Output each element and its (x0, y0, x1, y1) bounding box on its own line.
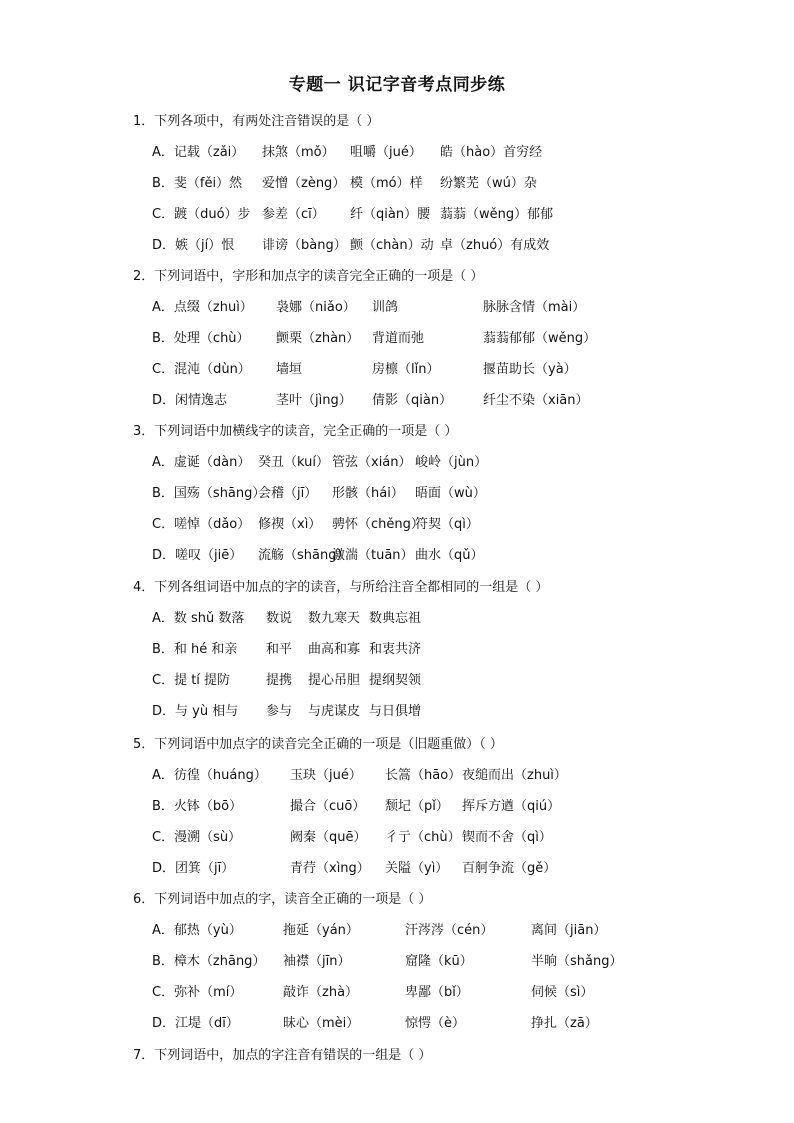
option-label-item: C．混沌（dùn） (152, 362, 251, 377)
option-item: 脉脉含情（mài） (483, 300, 586, 315)
option-item: 符契（qì） (415, 517, 479, 532)
option-item: 汗涔涔（cén） (405, 923, 494, 938)
option-label-item: A．彷徨（huáng） (152, 768, 267, 783)
option-item: 诽谤（bàng） (262, 238, 347, 253)
option-item: 倩影（qiàn） (372, 393, 453, 408)
option-item: 墙垣 (276, 362, 303, 377)
option-item: 挣扎（zā） (531, 1016, 598, 1031)
option-label-item: D．嗟叹（jiē） (152, 548, 243, 563)
option-item: 激湍（tuān） (332, 548, 414, 563)
option-item: 窟隆（kū） (405, 954, 473, 969)
option-item: 袖襟（jīn） (283, 954, 351, 969)
question-stem: 5．下列词语中加点字的读音完全正确的一项是（旧题重做）（ ） (133, 737, 503, 752)
option-item: 背道而弛 (372, 331, 425, 346)
option-item: 关隘（yì） (385, 861, 449, 876)
option-item: 提纲契领 (369, 673, 422, 688)
option-item: 会稽（jī） (258, 486, 318, 501)
option-label-item: C．嗟悼（dǎo） (152, 517, 251, 532)
option-item: 百舸争流（gě） (462, 861, 557, 876)
option-item: 训鸽 (372, 300, 399, 315)
option-item: 锲而不舍（qì） (462, 830, 552, 845)
option-label-item: D．与 yù 相与 (152, 704, 239, 719)
page-title: 专题一 识记字音考点同步练 (288, 75, 506, 95)
option-label-item: B．和 hé 和亲 (152, 642, 238, 657)
option-item: 长篙（hāo） (385, 768, 462, 783)
option-label-item: C．踱（duó）步 (152, 207, 251, 222)
option-item: 茎叶（jìng） (276, 393, 352, 408)
option-label-item: A．点缀（zhuì） (152, 300, 253, 315)
option-item: 惊愕（è） (405, 1016, 465, 1031)
question-stem: 2．下列词语中，字形和加点字的读音完全正确的一项是（ ） (133, 269, 484, 284)
option-item: 袅娜（niǎo） (276, 300, 356, 315)
option-item: 揠苗助长（yà） (483, 362, 577, 377)
option-item: 流觞（shāng） (258, 548, 350, 563)
option-item: 参差（cī） (262, 207, 325, 222)
question-stem: 6．下列词语中加点的字，读音全正确的一项是（ ） (133, 892, 432, 907)
option-label-item: A．记载（zǎi） (152, 145, 245, 160)
option-item: 峻岭（jùn） (415, 455, 488, 470)
question-stem: 1．下列各项中，有两处注音错误的是（ ） (133, 114, 380, 129)
option-label-item: C．提 tí 提防 (152, 673, 231, 688)
option-item: 纷繁芜（wú）杂 (440, 176, 537, 191)
option-item: 敲诈（zhà） (283, 985, 359, 1000)
option-item: 夜缒而出（zhuì） (462, 768, 567, 783)
option-item: 半晌（shǎng） (531, 954, 623, 969)
option-item: 修禊（xì） (258, 517, 322, 532)
option-label-item: B．斐（fěi）然 (152, 176, 243, 191)
option-label-item: C．漫溯（sù） (152, 830, 242, 845)
option-label-item: B．处理（chù） (152, 331, 250, 346)
option-label-item: D．嫉（jí）恨 (152, 238, 235, 253)
option-label-item: B．火钵（bō） (152, 799, 243, 814)
option-item: 模（mó）样 (350, 176, 423, 191)
option-item: 数九寒天 (308, 611, 361, 626)
option-item: 卓（zhuó）有成效 (440, 238, 550, 253)
option-item: 皓（hào）首穷经 (440, 145, 543, 160)
option-item: 房檩（lǐn） (372, 362, 440, 377)
option-item: 颤栗（zhàn） (276, 331, 360, 346)
option-item: 撮合（cuō） (290, 799, 366, 814)
option-item: 骋怀（chěng） (332, 517, 424, 532)
option-item: 提心吊胆 (308, 673, 361, 688)
option-label-item: B．樟木（zhāng） (152, 954, 266, 969)
option-item: 和衷共济 (369, 642, 422, 657)
option-item: 蓊蓊（wěng）郁郁 (440, 207, 554, 222)
option-label-item: D．江堤（dī） (152, 1016, 239, 1031)
option-item: 挥斥方遒（qiú） (462, 799, 561, 814)
option-item: 离间（jiān） (531, 923, 607, 938)
option-label-item: D．闲情逸志 (152, 393, 228, 408)
option-label-item: D．团箕（jī） (152, 861, 235, 876)
option-item: 颓圮（pǐ） (385, 799, 449, 814)
option-item: 卑鄙（bǐ） (405, 985, 469, 1000)
option-item: 拖延（yán） (283, 923, 359, 938)
question-stem: 7．下列词语中，加点的字注音有错误的一组是（ ） (133, 1048, 432, 1063)
question-stem: 3．下列词语中加横线字的读音，完全正确的一项是（ ） (133, 424, 458, 439)
option-item: 抹煞（mǒ） (262, 145, 335, 160)
option-item: 参与 (266, 704, 293, 719)
option-label-item: A．虚诞（dàn） (152, 455, 251, 470)
option-item: 玉玦（jué） (290, 768, 362, 783)
option-item: 蓊蓊郁郁（wěng） (483, 331, 597, 346)
option-item: 数典忘祖 (369, 611, 422, 626)
option-item: 伺候（sì） (531, 985, 594, 1000)
option-label-item: A．数 shǔ 数落 (152, 611, 245, 626)
option-item: 阙秦（quē） (290, 830, 367, 845)
option-item: 数说 (266, 611, 293, 626)
option-item: 纤尘不染（xiān） (483, 393, 589, 408)
option-item: 纤（qiàn）腰 (350, 207, 431, 222)
option-label-item: C．弥补（mí） (152, 985, 243, 1000)
option-item: 颤（chàn）动 (350, 238, 434, 253)
option-item: 与虎谋皮 (308, 704, 361, 719)
option-item: 青荇（xìng） (290, 861, 370, 876)
option-item: 提携 (266, 673, 293, 688)
option-item: 曲水（qǔ） (415, 548, 484, 563)
option-item: 咀嚼（jué） (350, 145, 422, 160)
option-item: 爱憎（zèng） (262, 176, 346, 191)
question-stem: 4．下列各组词语中加点的字的读音，与所给注音全都相同的一组是（ ） (133, 580, 549, 595)
option-item: 晤面（wù） (415, 486, 486, 501)
option-item: 曲高和寡 (308, 642, 361, 657)
option-item: 形骸（hái） (332, 486, 404, 501)
option-item: 癸丑（kuí） (258, 455, 329, 470)
option-item: 和平 (266, 642, 293, 657)
option-item: 与日俱增 (369, 704, 422, 719)
option-item: 管弦（xián） (332, 455, 412, 470)
option-item: 昧心（mèi） (283, 1016, 360, 1031)
option-label-item: A．郁热（yù） (152, 923, 242, 938)
option-label-item: B．国殇（shāng） (152, 486, 266, 501)
option-item: 彳亍（chù） (385, 830, 461, 845)
